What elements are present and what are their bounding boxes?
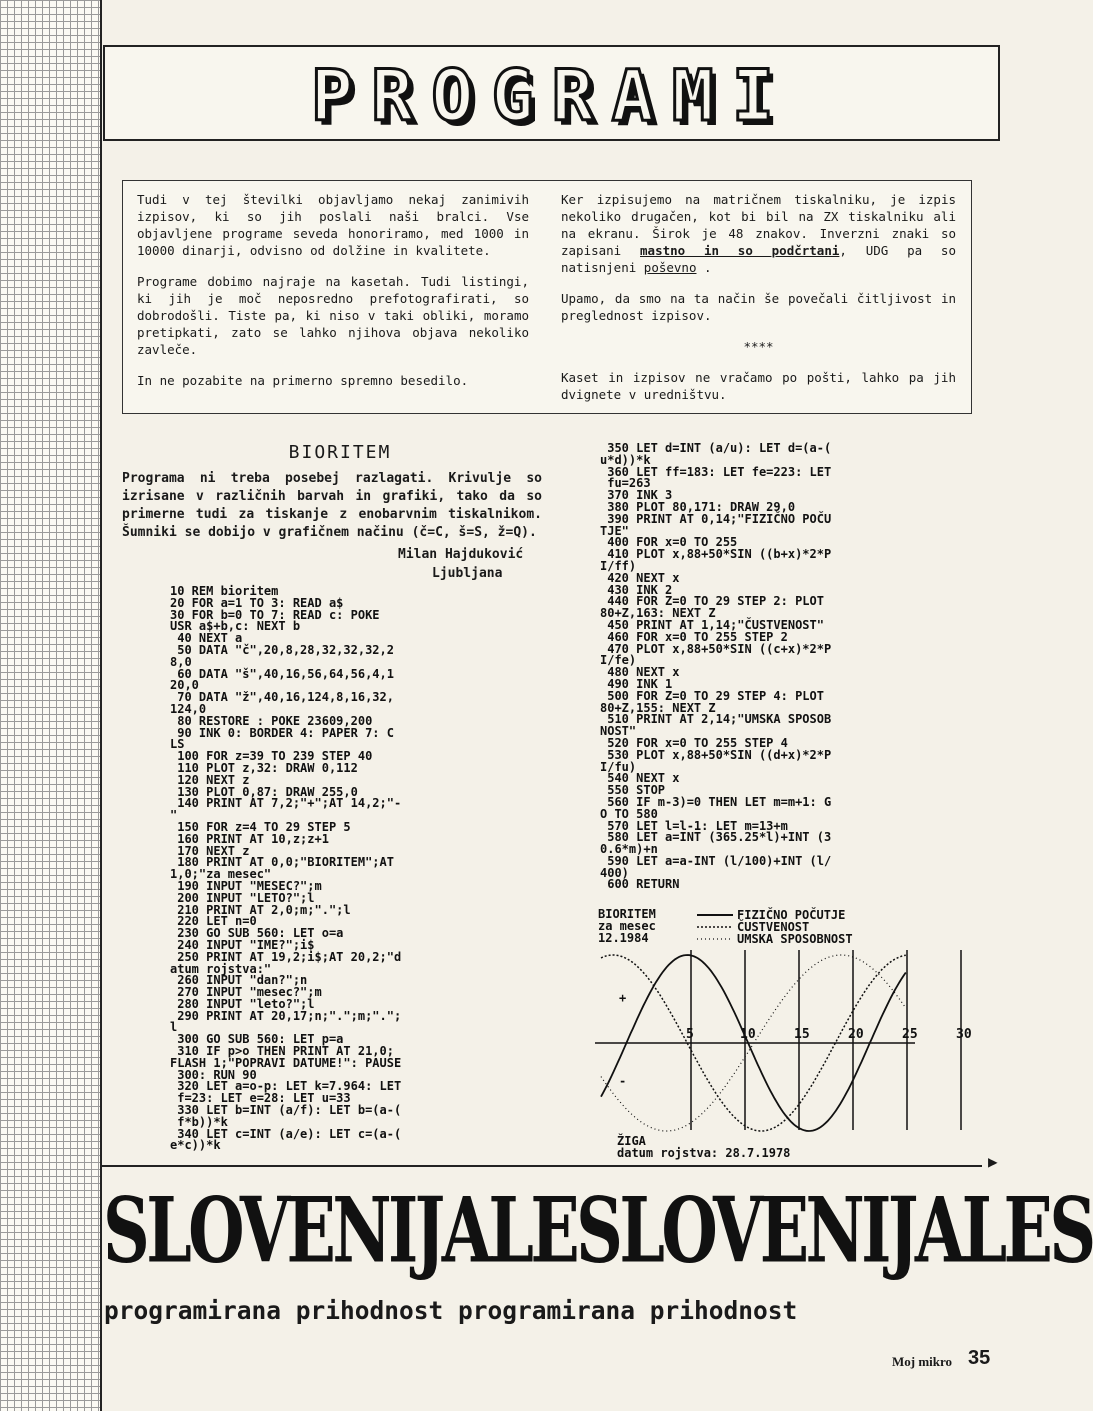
chart-subtitle: za mesec	[598, 919, 656, 933]
tagline: programirana prihodnost programirana prihodnost	[104, 1296, 798, 1325]
magazine-name: Moj mikro	[892, 1354, 953, 1369]
birth-date: datum rojstva: 28.7.1978	[617, 1146, 791, 1160]
sponsor-banner	[103, 1176, 1093, 1283]
intro-paragraph: Upamo, da smo na ta način še povečali čitljivost in preglednost izpisov.	[561, 291, 956, 323]
intro-column-right	[561, 191, 956, 417]
author	[398, 545, 523, 583]
intro-text: , UDG pa so natisnjeni	[561, 243, 956, 275]
legend-label: ČUSTVENOST	[737, 920, 810, 934]
program-listing-left: 10 REM bioritem 20 FOR a=1 TO 3: READ a$ 30 FOR b=0 TO 7: READ c: POKE USR a$+b,c: NEXT b 40 NEXT a 50 DATA "č",20,8,28,32,32,32,2 8,0 60 DATA "š",40,16,56,64,56,4,1 20,0 70 DATA "ž",40,16,124,8,16,32, 124,0 80 RESTORE : POKE 23609,200 90 INK 0: BORDER 4: PAPER 7: C LS 100 FOR z=39 TO 239 STEP 40 110 PLOT z,32: DRAW 0,112 120 NEXT z 130 PLOT 0,87: DRAW 255,0 140 PRINT AT 7,2;"+";AT 14,2;"- " 150 FOR z=4 TO 29 STEP 5 160 PRINT AT 10,z;z+1 170 NEXT z 180 PRINT AT 0,0;"BIORITEM";AT 1,0;"za mesec" 190 INPUT "MESEC?";m 200 INPUT "LETO?";l 210 PRINT AT 2,0;m;".";l 220 LET n=0 230 GO SUB 560: LET o=a 240 INPUT "IME?";i$ 250 PRINT AT 19,2;i$;AT 20,2;"d atum rojstva:" 260 INPUT "dan?";n 270 INPUT "mesec?";m 280 INPUT "leto?";l 290 PRINT AT 20,17;n;".";m;"."; l 300 GO SUB 560: LET p=a 310 IF p>o THEN PRINT AT 21,0; FLASH 1;"POPRAVI DATUME!": PAUSE 300: RUN 90 320 LET a=o-p: LET k=7.964: LET f=23: LET e=28: LET u=33 330 LET b=INT (a/f): LET b=(a-( f*b))*k 340 LET c=INT (a/e): LET c=(a-( e*c))*k	[170, 584, 402, 1153]
udg-example: poševno	[643, 260, 697, 275]
plus-marker: +	[619, 991, 627, 1005]
chart-title: BIORITEM	[598, 907, 656, 921]
intro-paragraph: Tudi v tej številki objavljamo nekaj zanimivih izpisov, ki so jih poslali naši bralci. Vse objavljene programe seveda honoriramo, med 1000 in 10000 dinarji, odvisno od dolžine in kvalitete.	[137, 192, 529, 258]
inverse-example: mastno in so podčrtani	[640, 243, 840, 258]
minus-marker: -	[619, 1074, 627, 1088]
article-title: BIORITEM	[288, 442, 392, 463]
intro-paragraph: In ne pozabite na primerno spremno besedilo.	[137, 373, 469, 388]
intro-box	[122, 180, 972, 414]
intro-text: Ker izpisujemo na matričnem tiskalniku, je izpis nekoliko drugačen, kot bi bil na ZX tiskalniku ali na ekranu. Širok je 48 znakov. Inverzni znaki so zapisani	[561, 192, 956, 258]
x-tick-label: 10	[740, 1027, 756, 1042]
graph-paper-margin	[0, 0, 102, 1411]
page-number: 35	[968, 1347, 991, 1369]
article-text: Programa ni treba posebej razlagati. Krivulje so izrisane v različnih barvah in grafiki, tako da so primerne tudi za tiskanje z enobarvnim tiskalnikom. Šumniki se dobijo v grafičnem načinu (č=C, š=S, ž=Q).	[122, 471, 542, 540]
arrow-icon: ▶	[988, 1152, 998, 1171]
separator-stars: ****	[743, 339, 774, 354]
legend-label: FIZIČNO POČUTJE	[737, 908, 846, 922]
page-title: PROGRAMI	[310, 55, 793, 137]
legend-label: UMSKA SPOSOBNOST	[737, 932, 853, 946]
author-name: Milan Hajduković	[398, 547, 524, 562]
biorhythm-chart	[595, 905, 972, 1160]
intro-text: .	[704, 260, 712, 275]
intro-paragraph	[561, 191, 956, 276]
program-listing-right: 350 LET d=INT (a/u): LET d=(a-( u*d))*k 360 LET ff=183: LET fe=223: LET fu=263 370 INK 3 380 PLOT 80,171: DRAW 29,0 390 PRINT AT 0,14;"FIZIČNO POČU TJE" 400 FOR x=0 TO 255 410 PLOT x,88+50*SIN ((b+x)*2*P I/ff) 420 NEXT x 430 INK 2 440 FOR Z=0 TO 29 STEP 2: PLOT 80+Z,163: NEXT Z 450 PRINT AT 1,14;"ČUSTVENOST" 460 FOR x=0 TO 255 STEP 2 470 PLOT x,88+50*SIN ((c+x)*2*P I/fe) 480 NEXT x 490 INK 1 500 FOR Z=0 TO 29 STEP 4: PLOT 80+Z,155: NEXT Z 510 PRINT AT 2,14;"UMSKA SPOSOB NOST" 520 FOR x=0 TO 255 STEP 4 530 PLOT x,88+50*SIN ((d+x)*2*P I/fu) 540 NEXT x 550 STOP 560 IF m-3)=0 THEN LET m=m+1: G O TO 580 570 LET l=l-1: LET m=13+m 580 LET a=INT (365.25*l)+INT (3 0.6*m)+n 590 LET a=a-INT (l/100)+INT (l/ 400) 600 RETURN	[600, 441, 832, 892]
intro-paragraph: Kaset in izpisov ne vračamo po pošti, lahko pa jih dvignete v uredništvu.	[561, 370, 956, 402]
title-box	[103, 45, 1000, 141]
intro-column-left	[137, 191, 529, 403]
banner-text: SLOVENIJALESLOVENIJALES	[103, 1176, 1093, 1283]
intro-paragraph: Programe dobimo najraje na kasetah. Tudi listingi, ki jih je moč neposredno prefotografirati, so dobrodošli. Tiste pa, ki niso v taki obliki, moramo pretipkati, zato se lahko njihova objava nekoliko zavleče.	[137, 274, 529, 357]
chart-subtitle: 12.1984	[598, 931, 649, 945]
author-city: Ljubljana	[432, 566, 503, 581]
person-name: ŽIGA	[617, 1134, 646, 1148]
x-tick-label: 20	[848, 1027, 864, 1042]
x-tick-label: 30	[956, 1027, 972, 1042]
x-tick-label: 15	[794, 1027, 810, 1042]
x-tick-label: 5	[686, 1027, 694, 1042]
x-tick-label: 25	[902, 1027, 918, 1042]
